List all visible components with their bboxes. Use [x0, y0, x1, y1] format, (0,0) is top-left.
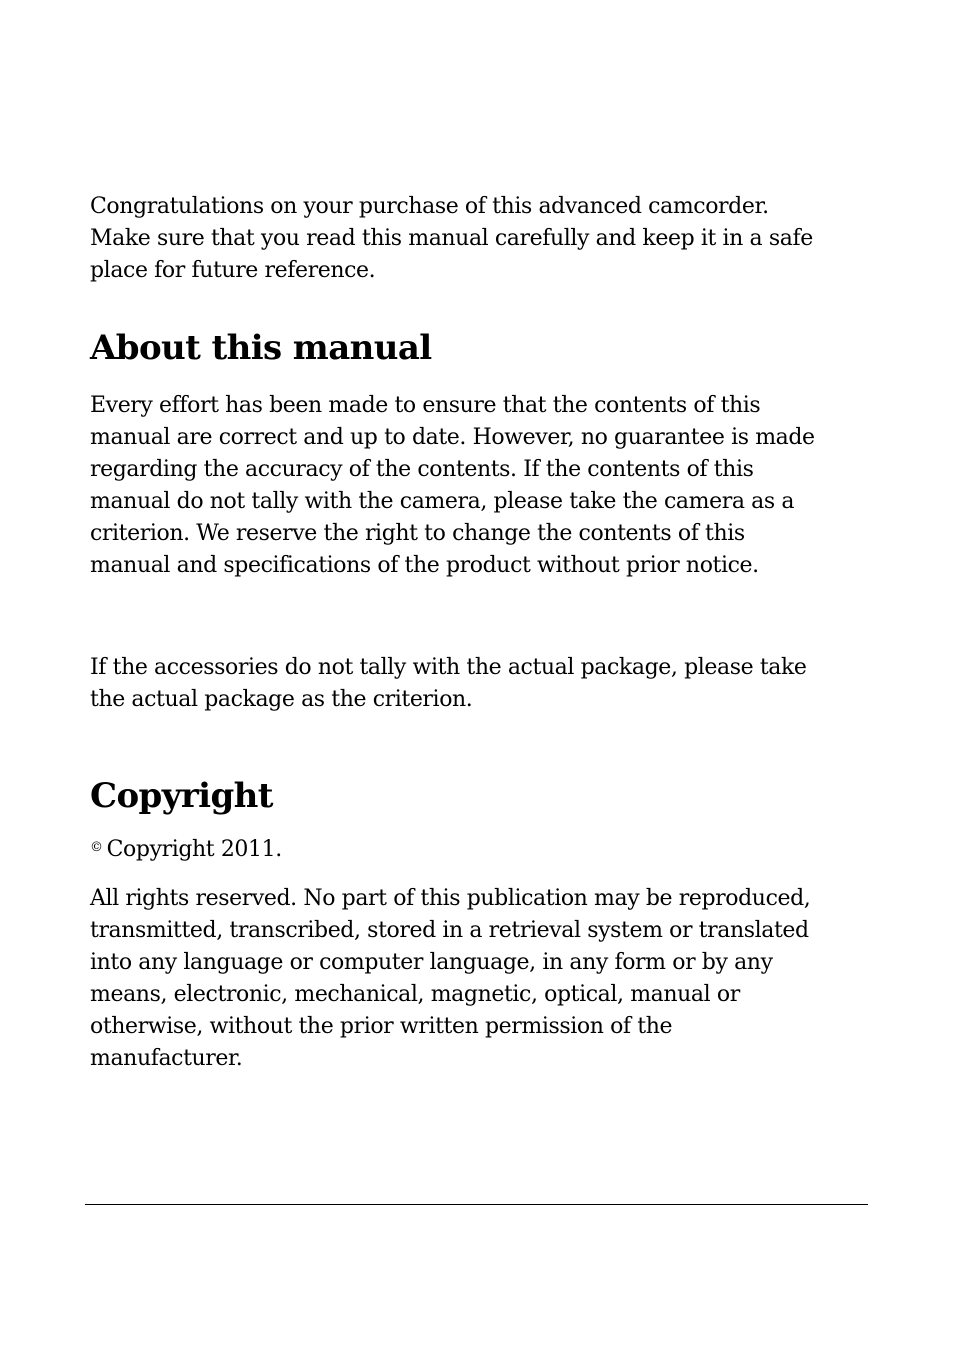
rights-paragraph: All rights reserved. No part of this publication may be reproduced, transmitted, transcribed, stored in a retrieval system or translated into any language or computer language, in any form or by any means, electronic, mechanical, magnetic, optical, manual or otherwise, without the prior written permission of the manufacturer.: [90, 886, 811, 1071]
footer-divider: [85, 1204, 868, 1205]
about-paragraph: Every effort has been made to ensure that the contents of this manual are correct and up to date. However, no guarantee is made regarding the accuracy of the contents. If the contents of this manual do not tally with the camera, please take the camera as a criterion. We reserve the right to change the contents of this manual and specifications of the product without prior notice.: [90, 393, 815, 578]
intro-paragraph: Congratulations on your purchase of this advanced camcorder. Make sure that you read this manual carefully and keep it in a safe place for future reference.: [90, 194, 813, 283]
copyright-heading: Copyright: [90, 776, 273, 816]
accessories-paragraph: If the accessories do not tally with the actual package, please take the actual package as the criterion.: [90, 655, 807, 712]
copyright-notice-text: Copyright 2011.: [106, 837, 282, 862]
copyright-symbol: ©: [90, 840, 103, 855]
about-heading: About this manual: [90, 328, 432, 368]
copyright-notice: [90, 832, 282, 866]
